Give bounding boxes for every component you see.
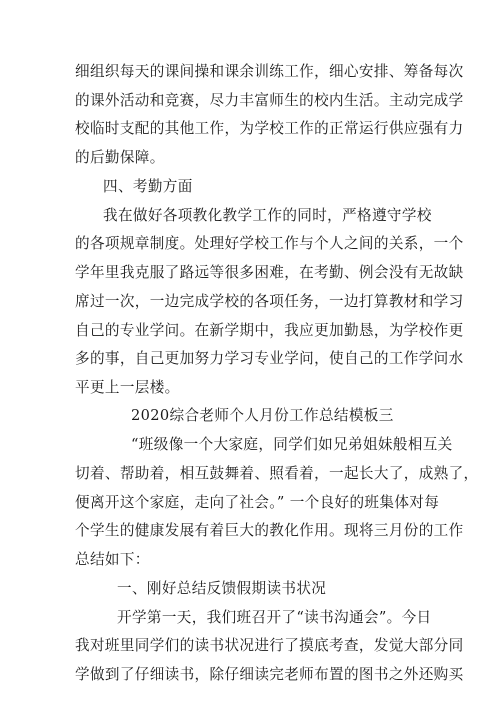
section-heading: 四、考勤方面 [103,178,193,195]
text-line: 的各项规章制度。处理好学校工作与个人之间的关系，一个 [75,235,464,252]
text-line: 细组织每天的课间操和课余训练工作，细心安排、筹备每次 [75,63,464,80]
text-line: “班级像一个大家庭，同学们如兄弟姐妹般相互关 [131,436,453,453]
text-line: 学年里我克服了路远等很多困难，在考勤、例会没有无故缺 [75,264,464,281]
text-line: 总结如下： [75,551,150,568]
text-line: 我对班里同学们的读书状况进行了摸底考查，发觉大部分同 [75,637,464,654]
text-line: 开学第一天，我们班召开了“读书沟通会”。今日 [117,609,432,626]
section-title: 2020综合老师个人月份工作总结模板三 [131,407,394,424]
text-line: 的后勤保障。 [75,149,165,166]
text-line: 多的事，自己更加努力学习专业学问，使自己的工作学问水 [75,350,464,367]
text-line: 平更上一层楼。 [75,379,180,396]
text-line: 学做到了仔细读书，除仔细读完老师布置的图书之外还购买 [75,666,464,683]
text-line: 便离开这个家庭，走向了社会。” 一个良好的班集体对每 [75,494,440,511]
section-heading: 一、刚好总结反馈假期读书状况 [117,580,327,597]
text-line: 自己的专业学问。在新学期中，我应更加勤恳，为学校作更 [75,322,464,339]
text-line: 席过一次，一边完成学校的各项任务，一边打算教材和学习 [75,293,464,310]
text-line: 切着、帮助着，相互鼓舞着、照看着，一起长大了，成熟了， [75,465,479,482]
text-line: 个学生的健康发展有着巨大的教化作用。现将三月份的工作 [75,522,464,539]
text-line: 我在做好各项教化教学工作的同时，严格遵守学校 [103,207,432,224]
text-line: 的课外活动和竞赛，尽力丰富师生的校内生活。主动完成学 [75,92,464,109]
text-line: 校临时支配的其他工作，为学校工作的正常运行供应强有力 [75,120,464,137]
